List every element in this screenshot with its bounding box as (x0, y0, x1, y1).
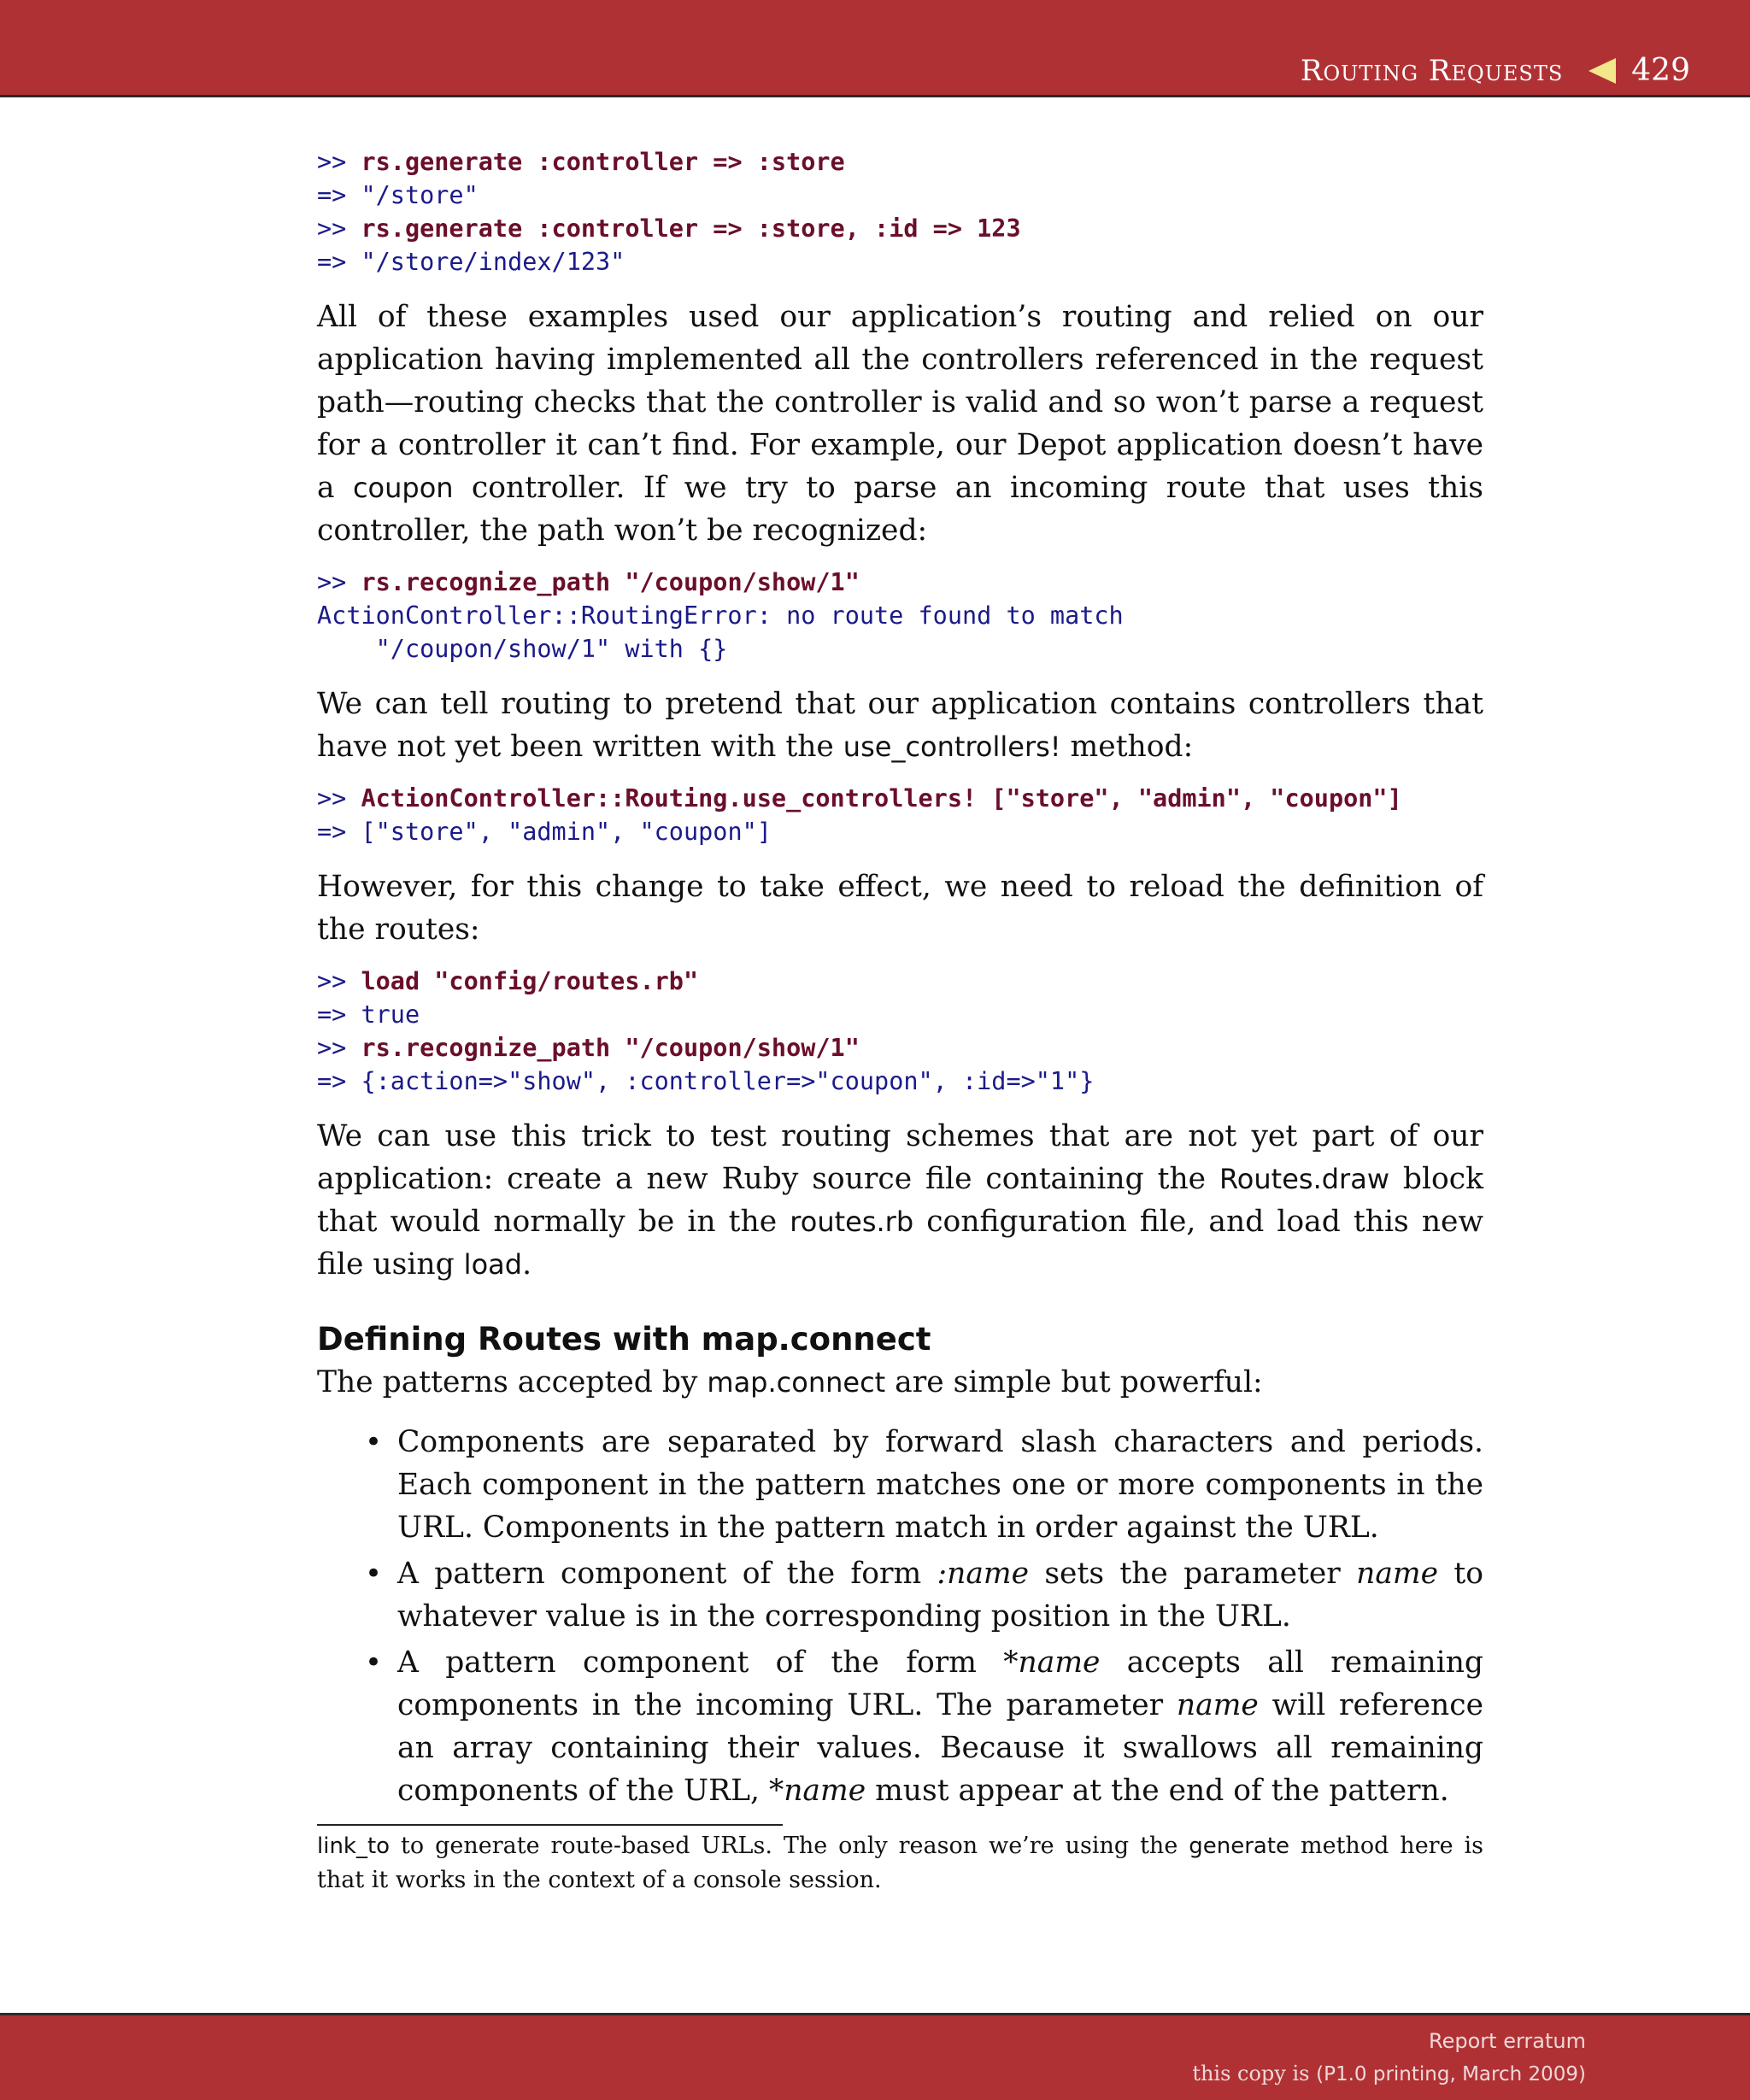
inline-code: routes.rb (790, 1205, 914, 1238)
emphasis: name (1356, 1557, 1439, 1591)
text-run: this copy is (1192, 2062, 1317, 2085)
header-nav (1301, 53, 1690, 88)
list-item: • Components are separated by forward slash characters and periods. Each component in the pattern matches one or more components in the URL. Components in the pattern match in order against the URL. (317, 1421, 1483, 1549)
code-input: load "config/routes.rb" (361, 967, 699, 995)
code-input: rs.generate :controller => :store, :id => 123 (361, 214, 1021, 243)
code-line (317, 566, 1483, 599)
inline-code: link_to (317, 1833, 391, 1859)
code-prompt: => (317, 181, 361, 209)
code-output: "/store/index/123" (361, 248, 625, 276)
text-run: must appear at the end of the pattern. (866, 1774, 1449, 1808)
code-output: {:action=>"show", :controller=>"coupon", :id=>"1"} (361, 1067, 1095, 1095)
code-input: rs.recognize_path "/coupon/show/1" (361, 568, 860, 596)
footnote-rule (317, 1824, 783, 1826)
text-run: A pattern component of the form (397, 1645, 1004, 1680)
code-prompt: >> (317, 148, 361, 176)
text-run: block that would normally be in the (317, 1162, 1483, 1239)
code-line (317, 599, 1483, 632)
inline-code: Routes.draw (1219, 1163, 1389, 1195)
code-prompt: >> (317, 214, 361, 243)
code-block-generate (317, 145, 1483, 279)
code-line (317, 965, 1483, 998)
code-block-recognize-error (317, 566, 1483, 666)
code-line (317, 782, 1483, 815)
text-run: to whatever value is in the corresponding position in the URL. (397, 1557, 1483, 1634)
code-line (317, 179, 1483, 212)
code-output: "/store" (361, 181, 479, 209)
code-input: rs.generate :controller => :store (361, 148, 845, 176)
paragraph-reload-routes: However, for this change to take effect, we need to reload the definition of the routes: (317, 870, 1483, 947)
code-prompt: >> (317, 784, 361, 812)
footnote (317, 1829, 1483, 1897)
page-content (317, 145, 1483, 1897)
code-prompt: >> (317, 967, 361, 995)
text-run: We can use this trick to test routing schemes that are not yet part of our application: create a new Ruby source file containing the (317, 1119, 1483, 1196)
code-line (317, 632, 1483, 666)
text-run: controller. If we try to parse an incoming route that uses this controller, the path won’t be recognized: (317, 471, 1483, 548)
page-number: 429 (1631, 53, 1690, 88)
list-item (317, 1641, 1483, 1812)
inline-code: load (463, 1248, 523, 1281)
inline-code: generate (1189, 1833, 1290, 1859)
code-output: ["store", "admin", "coupon"] (361, 818, 772, 846)
paragraph-routing-examples (317, 296, 1483, 552)
report-erratum-link[interactable]: Report erratum (1429, 2029, 1586, 2053)
code-line (317, 1065, 1483, 1098)
emphasis: *name (1003, 1645, 1101, 1680)
code-prompt: => (317, 1067, 361, 1095)
inline-code: use_controllers! (843, 730, 1061, 763)
text-run: are simple but powerful: (885, 1365, 1263, 1399)
text-run: All of these examples used our application’s routing and relied on our application having implemented all the controllers referenced in the request path—routing checks that the controller is valid and so won’t parse a request for a controller it can’t find. For example, our Depot application doesn’t have a (317, 300, 1483, 505)
emphasis: :name (937, 1557, 1030, 1591)
paragraph-section-intro (317, 1361, 1483, 1404)
code-input: rs.recognize_path "/coupon/show/1" (361, 1034, 860, 1062)
section-heading: Defining Routes with map.connect (317, 1321, 931, 1358)
running-head[interactable]: Routing Requests (1300, 53, 1564, 88)
code-prompt: => (317, 248, 361, 276)
code-block-load-routes (317, 965, 1483, 1098)
text-run: We can tell routing to pretend that our application contains controllers that have not yet been written with the (317, 687, 1483, 764)
code-line (317, 145, 1483, 179)
page-footer (0, 2013, 1750, 2100)
back-arrow-icon[interactable] (1589, 58, 1616, 84)
text-run: A pattern component of the form (397, 1557, 937, 1591)
code-line (317, 998, 1483, 1031)
code-input: ActionController::Routing.use_controllers! ["store", "admin", "coupon"] (361, 784, 1402, 812)
code-line (317, 212, 1483, 245)
text-run: sets the parameter (1029, 1557, 1357, 1591)
page-header (0, 0, 1750, 97)
text-run: . (522, 1247, 532, 1282)
code-output: true (361, 1000, 420, 1029)
inline-code: coupon (352, 472, 454, 504)
code-output: "/coupon/show/1" with {} (317, 635, 728, 663)
copy-notice (1192, 2062, 1586, 2085)
text-run: will reference an array containing their values. Because it swallows all remaining components of the URL, (397, 1688, 1484, 1808)
paragraph-use-controllers (317, 683, 1483, 768)
list-item (317, 1552, 1483, 1638)
printing-info: (P1.0 printing, March 2009) (1316, 2063, 1586, 2085)
emphasis: name (1176, 1688, 1259, 1722)
code-line (317, 245, 1483, 279)
code-prompt: >> (317, 568, 361, 596)
bullet-list (317, 1421, 1483, 1812)
code-prompt: => (317, 818, 361, 846)
code-prompt: => (317, 1000, 361, 1029)
code-line (317, 1031, 1483, 1065)
code-line (317, 815, 1483, 848)
inline-code: map.connect (707, 1366, 886, 1399)
code-block-use-controllers (317, 782, 1483, 848)
code-output: ActionController::RoutingError: no route found to match (317, 601, 1124, 630)
text-run: to generate route-based URLs. The only reason we’re using the (390, 1833, 1189, 1859)
text-run: method: (1060, 730, 1194, 764)
emphasis: *name (768, 1774, 866, 1808)
text-run: configuration file, and load this new file using (317, 1205, 1483, 1282)
text-run: method here is that it works in the context of a console session. (317, 1833, 1483, 1893)
text-run: The patterns accepted by (317, 1365, 708, 1399)
text-run: accepts all remaining components in the incoming URL. The parameter (397, 1645, 1483, 1722)
paragraph-routing-trick (317, 1115, 1483, 1286)
code-prompt: >> (317, 1034, 361, 1062)
